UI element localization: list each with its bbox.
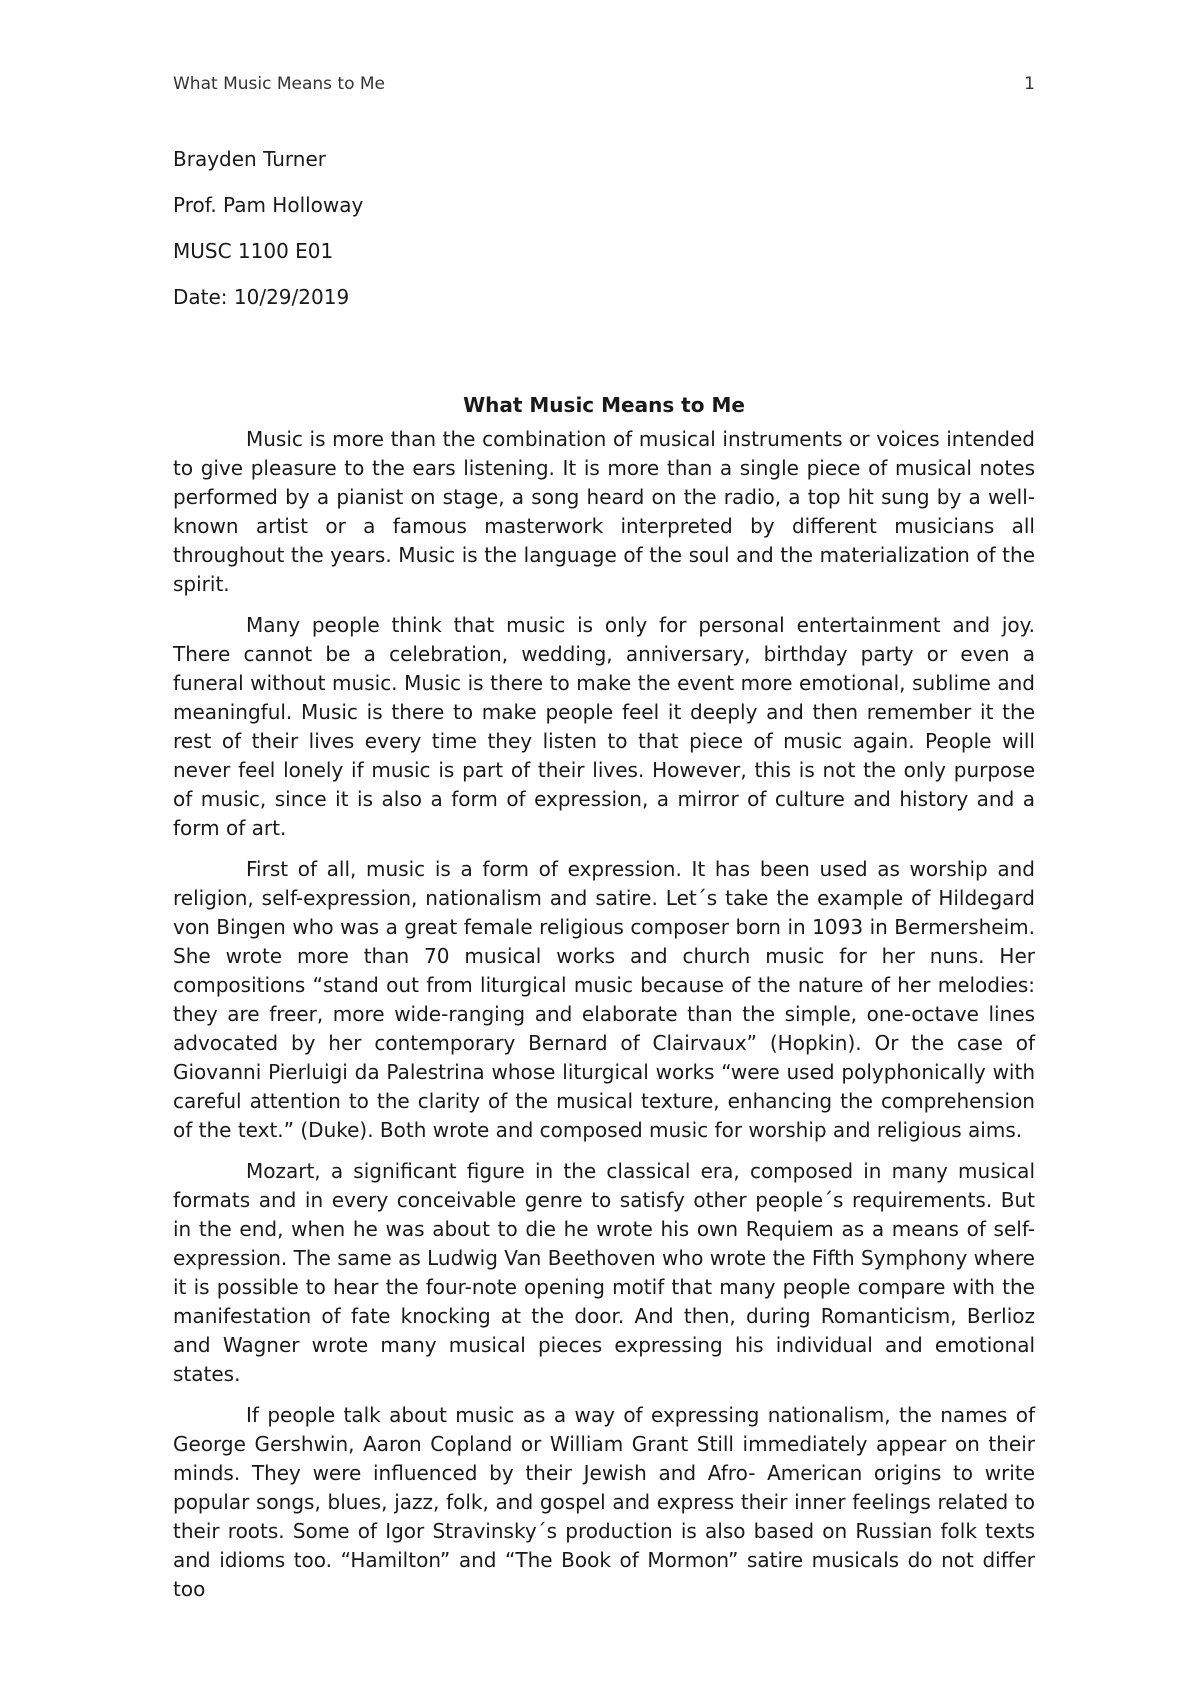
paragraph: First of all, music is a form of expression. It has been used as worship and religion, self-expression, nationalism and satire. Let´s take the example of Hildegard von Bingen who was a great female religious composer born in 1093 in Bermersheim. She wrote more than 70 musical works and church music for her nuns. Her compositions “stand out from liturgical music because of the nature of her melodies: they are freer, more wide-ranging and elaborate than the simple, one-octave lines advocated by her contemporary Bernard of Clairvaux” (Hopkin). Or the case of Giovanni Pierluigi da Palestrina whose liturgical works “were used polyphonically with careful attention to the clarity of the musical texture, enhancing the comprehension of the text.” (Duke). Both wrote and composed music for worship and religious aims. — [173, 857, 1035, 1142]
running-header-title: What Music Means to Me — [173, 74, 386, 94]
paragraph: Mozart, a significant figure in the classical era, composed in many musical formats and in every conceivable genre to satisfy other people´s requirements. But in the end, when he was about to die he wrote his own Requiem as a means of self-expression. The same as Ludwig Van Beethoven who wrote the Fifth Symphony where it is possible to hear the four-note opening motif that many people compare with the manifestation of fate knocking at the door. And then, during Romanticism, Berlioz and Wagner wrote many musical pieces expressing his individual and emotional states. — [173, 1159, 1035, 1386]
page-number: 1 — [1024, 74, 1035, 94]
submission-date: Date: 10/29/2019 — [173, 285, 350, 309]
author-name: Brayden Turner — [173, 147, 326, 171]
professor-name: Prof. Pam Holloway — [173, 193, 364, 217]
course-code: MUSC 1100 E01 — [173, 239, 334, 263]
paragraph: If people talk about music as a way of expressing nationalism, the names of George Gershwin, Aaron Copland or William Grant Still immediately appear on their minds. They were influenced by their Jewish and Afro- American origins to write popular songs, blues, jazz, folk, and gospel and express their inner feelings related to their roots. Some of Igor Stravinsky´s production is also based on Russian folk texts and idioms too. “Hamilton” and “The Book of Mormon” satire musicals do not differ too — [173, 1403, 1035, 1601]
running-header — [173, 74, 1035, 98]
paragraph: Many people think that music is only for personal entertainment and joy. There cannot be a celebration, wedding, anniversary, birthday party or even a funeral without music. Music is there to make the event more emotional, sublime and meaningful. Music is there to make people feel it deeply and then remember it the rest of their lives every time they listen to that piece of music again. People will never feel lonely if music is part of their lives. However, this is not the only purpose of music, since it is also a form of expression, a mirror of culture and history and a form of art. — [173, 613, 1035, 840]
document-title: What Music Means to Me — [463, 393, 745, 417]
paragraph: Music is more than the combination of musical instruments or voices intended to give pleasure to the ears listening. It is more than a single piece of musical notes performed by a pianist on stage, a song heard on the radio, a top hit sung by a well-known artist or a famous masterwork interpreted by different musicians all throughout the years. Music is the language of the soul and the materialization of the spirit. — [173, 427, 1035, 596]
document-body — [173, 145, 1035, 1616]
